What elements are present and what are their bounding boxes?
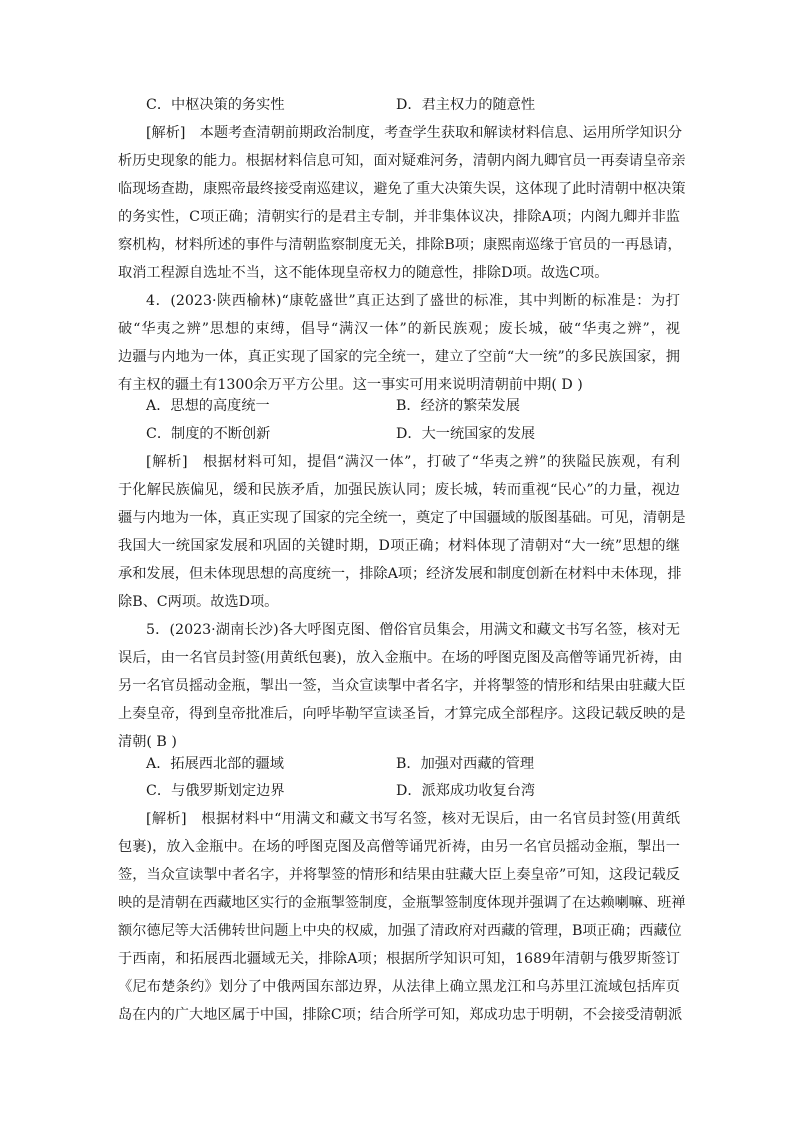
analysis-line: [解析] 根据材料可知，提倡“满汉一体”，打破了“华夷之辨”的狭隘民族观，有利 bbox=[146, 454, 680, 470]
analysis-line: 于西南，和拓展西北疆域无关，排除A项；根据所学知识可知，1689年清朝与俄罗斯签订 bbox=[118, 951, 680, 967]
analysis-line: [解析] 本题考查清朝前期政治制度，考查学生获取和解读材料信息、运用所学知识分 bbox=[146, 125, 683, 141]
question-4-stem: 边疆与内地为一体，真正实现了国家的完全统一，建立了空前“大一统”的多民族国家，拥 bbox=[118, 349, 680, 365]
analysis-line: 额尔德尼等大活佛转世问题上中央的权威，加强了清政府对西藏的管理，B项正确；西藏位 bbox=[118, 923, 682, 939]
analysis-line: 的务实性，C项正确；清朝实行的是君主专制，并非集体议决，排除A项；内阁九卿并非监 bbox=[118, 209, 680, 225]
option-c: C．中枢决策的务实性 bbox=[146, 97, 285, 113]
analysis-line: 承和发展，但未体现思想的高度统一，排除A项；经济发展和制度创新在材料中未体现，排 bbox=[118, 566, 682, 582]
analysis-line: 疆与内地为一体，真正实现了国家的完全统一，奠定了中国疆域的版图基础。可见，清朝是 bbox=[118, 510, 686, 526]
analysis-line: 映的是清朝在西藏地区实行的金瓶掣签制度，金瓶掣签制度体现并强调了在达赖喇嘛、班禅 bbox=[118, 895, 686, 911]
question-5-stem: 清朝( B ) bbox=[118, 734, 177, 750]
option-c: C．制度的不断创新 bbox=[146, 426, 271, 442]
option-a: A．拓展西北部的疆域 bbox=[146, 756, 284, 772]
analysis-line: 除B、C两项。故选D项。 bbox=[118, 594, 279, 610]
analysis-line: 包裹)，放入金瓶中。在场的呼图克图及高僧等诵咒祈祷，由另一名官员摇动金瓶，掣出一 bbox=[118, 839, 680, 855]
question-4-stem: 破“华夷之辨”思想的束缚，倡导“满汉一体”的新民族观；废长城，破“华夷之辨”，视 bbox=[118, 321, 680, 337]
question-4-stem: 有主权的疆土有1300余万平方公里。这一事实可用来说明清朝前中期( D ) bbox=[118, 377, 583, 393]
question-5-stem: 误后，由一名官员封签(用黄纸包裹)，放入金瓶中。在场的呼图克图及高僧等诵咒祈祷，由 bbox=[118, 650, 683, 666]
option-d: D．派郑成功收复台湾 bbox=[396, 783, 536, 799]
option-b: B．加强对西藏的管理 bbox=[396, 756, 535, 772]
option-b: B．经济的繁荣发展 bbox=[396, 398, 520, 414]
question-5-stem: 另一名官员摇动金瓶，掣出一签，当众宣读掣中者名字，并将掣签的情形和结果由驻藏大臣 bbox=[118, 678, 686, 694]
analysis-line: 察机构，材料所述的事件与清朝监察制度无关，排除B项；康熙南巡缘于官员的一再恳请， bbox=[118, 237, 682, 253]
option-d: D．大一统国家的发展 bbox=[396, 426, 536, 442]
analysis-line: [解析] 根据材料中“用满文和藏文书写名签，核对无误后，由一名官员封签(用黄纸 bbox=[146, 811, 680, 827]
analysis-line: 于化解民族偏见，缓和民族矛盾，加强民族认同；废长城，转而重视“民心”的力量，视边 bbox=[118, 482, 680, 498]
question-4-stem: 4．(2023·陕西榆林)“康乾盛世”真正达到了盛世的标准，其中判断的标准是：为打 bbox=[146, 293, 680, 309]
question-5-stem: 5．(2023·湖南长沙)各大呼图克图、僧俗官员集会，用满文和藏文书写名签，核对无 bbox=[146, 622, 680, 638]
analysis-line: 《尼布楚条约》划分了中俄两国东部边界，从法律上确立黑龙江和乌苏里江流域包括库页 bbox=[118, 979, 680, 995]
question-5-stem: 上奏皇帝，得到皇帝批准后，向呼毕勒罕宣读圣旨，才算完成全部程序。这段记载反映的是 bbox=[118, 706, 686, 722]
option-a: A．思想的高度统一 bbox=[146, 398, 270, 414]
analysis-line: 临现场查勘，康熙帝最终接受南巡建议，避免了重大决策失误，这体现了此时清朝中枢决策 bbox=[118, 181, 686, 197]
analysis-line: 岛在内的广大地区属于中国，排除C项；结合所学可知，郑成功忠于明朝，不会接受清朝派 bbox=[118, 1007, 683, 1023]
analysis-line: 析历史现象的能力。根据材料信息可知，面对疑难河务，清朝内阁九卿官员一再奏请皇帝亲 bbox=[118, 153, 686, 169]
option-d: D．君主权力的随意性 bbox=[396, 97, 536, 113]
analysis-line: 我国大一统国家发展和巩固的关键时期，D项正确；材料体现了清朝对“大一统”思想的继 bbox=[118, 538, 680, 554]
analysis-line: 取消工程源自选址不当，这不能体现皇帝权力的随意性，排除D项。故选C项。 bbox=[118, 265, 609, 281]
option-c: C．与俄罗斯划定边界 bbox=[146, 783, 285, 799]
analysis-line: 签，当众宣读掣中者名字，并将掣签的情形和结果由驻藏大臣上奏皇帝”可知，这段记载反 bbox=[118, 867, 680, 883]
